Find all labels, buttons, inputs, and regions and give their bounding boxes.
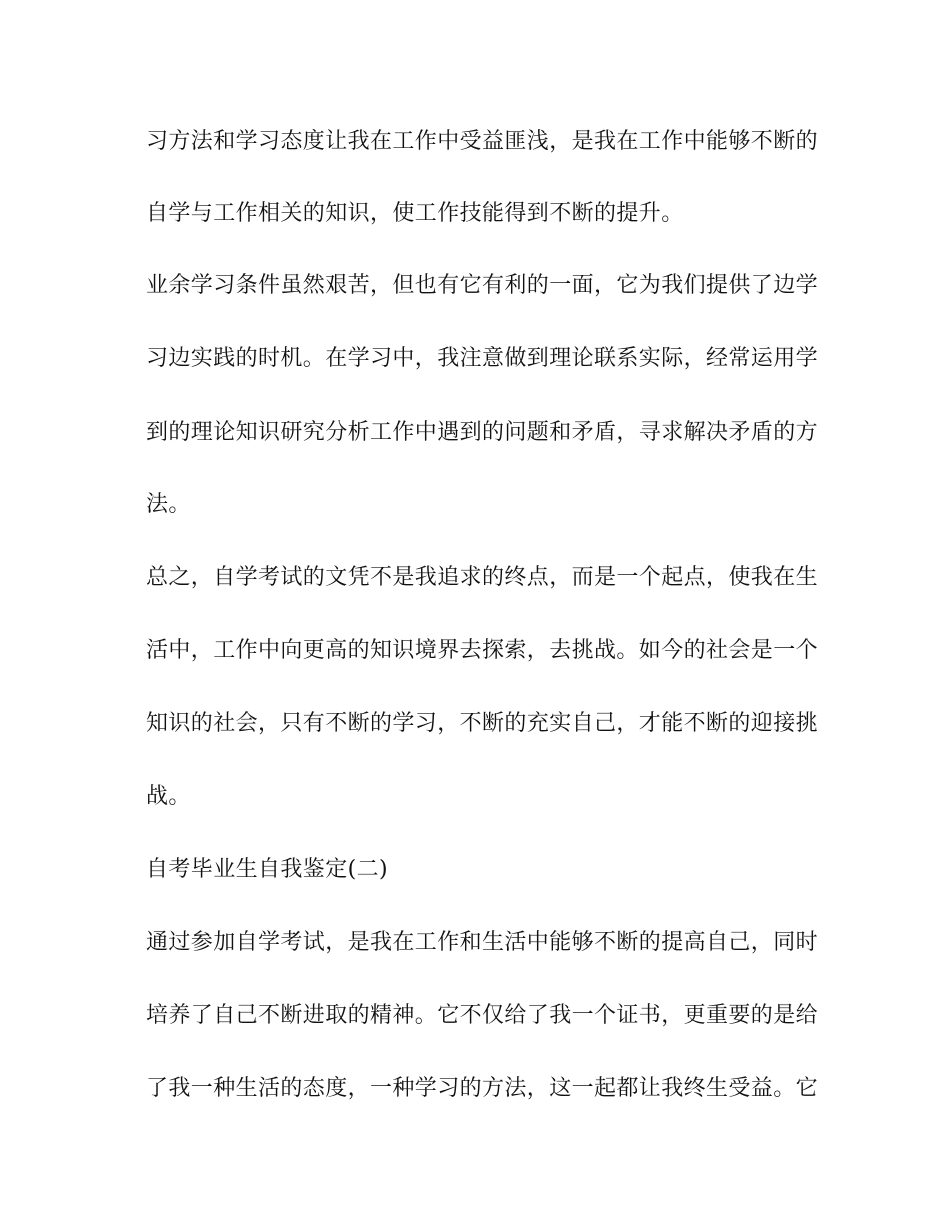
text-line: 到的理论知识研究分析工作中遇到的问题和矛盾，寻求解决矛盾的方 [146,420,819,445]
text-line: 业余学习条件虽然艰苦，但也有它有利的一面，它为我们提供了边学 [146,273,819,298]
text-line: 法。 [146,492,191,517]
text-line: 知识的社会，只有不断的学习，不断的充实自己，才能不断的迎接挑 [146,711,819,736]
section-heading: 自考毕业生自我鉴定(二) [146,857,388,882]
text-line: 自学与工作相关的知识，使工作技能得到不断的提升。 [146,201,684,226]
text-line: 活中，工作中向更高的知识境界去探索，去挑战。如今的社会是一个 [146,638,819,663]
text-line: 习方法和学习态度让我在工作中受益匪浅，是我在工作中能够不断的 [146,129,819,154]
text-line: 习边实践的时机。在学习中，我注意做到理论联系实际，经常运用学 [146,346,819,371]
text-line: 总之，自学考试的文凭不是我追求的终点，而是一个起点，使我在生 [146,565,819,590]
text-line: 了我一种生活的态度，一种学习的方法，这一起都让我终生受益。它 [146,1076,819,1101]
text-line: 培养了自己不断进取的精神。它不仅给了我一个证书，更重要的是给 [146,1003,819,1028]
text-line: 战。 [146,784,191,809]
text-line: 通过参加自学考试，是我在工作和生活中能够不断的提高自己，同时 [146,930,819,955]
